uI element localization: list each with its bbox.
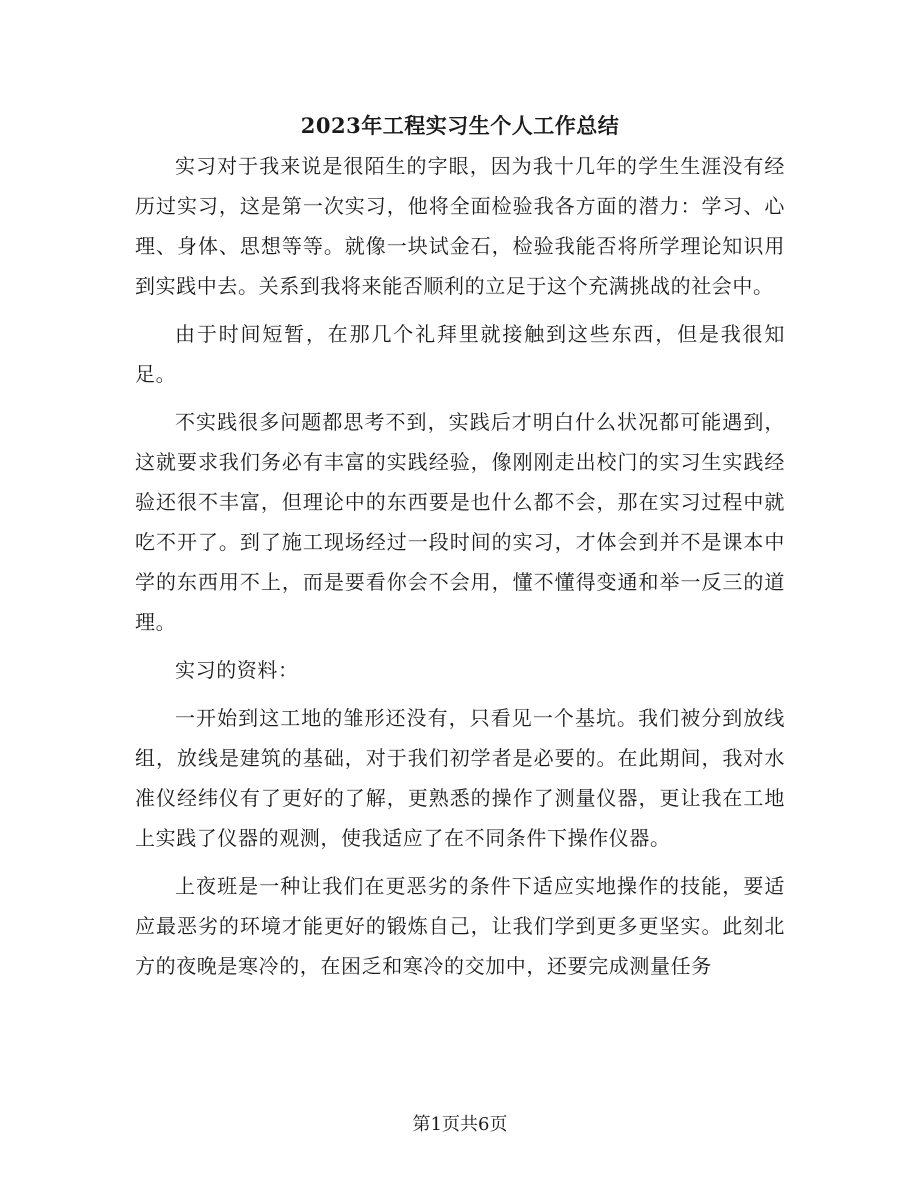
paragraph-1: 实习对于我来说是很陌生的字眼，因为我十几年的学生生涯没有经历过实习，这是第一次实习，他将全面检验我各方面的潜力：学习、心理、身体、思想等等。就像一块试金石，检验我能否将所学理论知识用到实践中去。关系到我将来能否顺利的立足于这个充满挑战的社会中。 xyxy=(135,154,785,298)
paragraph-3: 不实践很多问题都思考不到，实践后才明白什么状况都可能遇到，这就要求我们务必有丰富的实践经验，像刚刚走出校门的实习生实践经验还很不丰富，但理论中的东西要是也什么都不会，那在实习过程中就吃不开了。到了施工现场经过一段时间的实习，才体会到并不是课本中学的东西用不上，而是要看你会不会用，懂不懂得变通和举一反三的道理。 xyxy=(135,410,785,634)
paragraph-5: 一开始到这工地的雏形还没有，只看见一个基坑。我们被分到放线组，放线是建筑的基础，对于我们初学者是必要的。在此期间，我对水准仪经纬仪有了更好的了解，更熟悉的操作了测量仪器，更让我在工地上实践了仪器的观测，使我适应了在不同条件下操作仪器。 xyxy=(135,706,785,850)
paragraph-4: 实习的资料： xyxy=(175,658,299,682)
document-title: 2023年工程实习生个人工作总结 xyxy=(300,113,620,138)
paragraph-6: 上夜班是一种让我们在更恶劣的条件下适应实地操作的技能，要适应最恶劣的环境才能更好的锻炼自己，让我们学到更多更坚实。此刻北方的夜晚是寒冷的，在困乏和寒冷的交加中，还要完成测量任务 xyxy=(135,874,785,978)
page-number-footer: 第1页共6页 xyxy=(412,1114,508,1135)
paragraph-2: 由于时间短暂，在那几个礼拜里就接触到这些东西，但是我很知足。 xyxy=(135,322,785,386)
document-body xyxy=(135,146,785,994)
